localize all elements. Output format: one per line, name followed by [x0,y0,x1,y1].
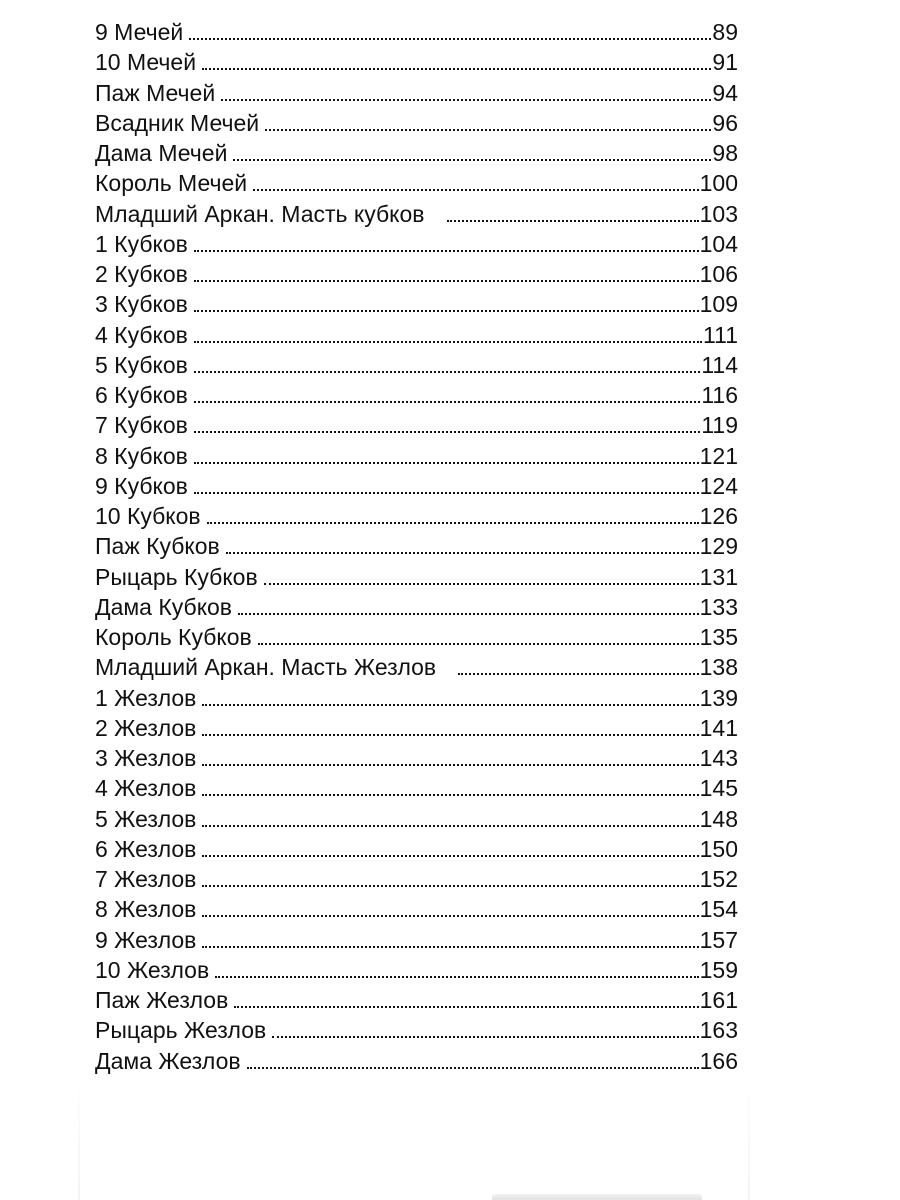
toc-entry [95,78,738,108]
toc-leader-dots [194,278,699,282]
toc-entry-title: Рыцарь Кубков [95,563,258,590]
toc-entry-page: 135 [699,624,738,650]
toc-leader-dots [258,641,699,645]
toc-entry-title: 9 Мечей [95,19,184,45]
toc-leader-dots [207,520,699,524]
toc-entry [95,17,738,47]
toc-entry [95,925,738,955]
page-edge-shadow [78,1080,80,1200]
toc-leader-dots [202,853,698,857]
toc-entry [95,410,738,440]
toc-entry-title: 1 Жезлов [95,684,197,711]
toc-leader-dots [202,792,698,796]
toc-entry [95,168,738,198]
toc-entry-title: Дама Кубков [95,593,233,620]
toc-leader-dots [233,157,711,161]
toc-leader-dots [194,490,699,494]
toc-leader-dots [264,581,699,585]
toc-entry-title: 4 Кубков [95,321,188,348]
toc-entry-page: 166 [699,1047,738,1074]
toc-entry-page: 152 [699,866,738,892]
toc-leader-dots [194,399,700,403]
toc-leader-dots [202,762,698,766]
toc-leader-dots [447,218,699,222]
toc-entry-title: 10 Жезлов [95,956,210,983]
toc-entry [95,1015,738,1045]
toc-leader-dots [202,913,698,917]
toc-leader-dots [215,974,698,978]
toc-leader-dots [202,702,698,706]
toc-leader-dots [247,1065,699,1069]
toc-entry [95,47,738,77]
toc-entry [95,289,738,319]
toc-entry-title: Рыцарь Жезлов [95,1017,267,1044]
toc-entry [95,501,738,531]
toc-entry [95,320,738,350]
toc-entry [95,441,738,471]
toc-entry-title: Дама Жезлов [95,1047,241,1074]
toc-entry-title: Король Кубков [95,624,252,650]
toc-entry [95,531,738,561]
toc-entry-title: 6 Жезлов [95,835,197,862]
toc-leader-dots [189,36,711,40]
toc-entry [95,108,738,138]
toc-entry-page: 119 [701,412,738,439]
toc-leader-dots [458,671,698,675]
toc-entry-page: 129 [699,533,738,560]
toc-entry-page: 148 [699,805,738,832]
table-of-contents [95,17,738,1076]
toc-entry-title: 2 Кубков [95,261,188,287]
toc-leader-dots [202,66,711,70]
toc-entry-page: 94 [712,79,738,106]
toc-entry-page: 121 [699,442,738,469]
page-bottom-shadow [492,1194,702,1200]
toc-entry [95,804,738,834]
toc-entry [95,713,738,743]
toc-entry-page: 89 [712,19,738,45]
toc-entry-page: 159 [699,956,738,983]
toc-entry-title: Паж Кубков [95,533,220,560]
toc-entry-page: 133 [699,593,738,620]
toc-entry-title: Дама Мечей [95,140,228,166]
toc-entry-page: 141 [699,714,738,741]
toc-entry [95,622,738,652]
toc-leader-dots [202,732,698,736]
toc-entry-page: 138 [699,654,738,681]
toc-leader-dots [253,187,698,191]
toc-entry-title: 9 Жезлов [95,926,197,953]
toc-leader-dots [194,369,700,373]
toc-entry-title: 8 Кубков [95,442,188,469]
toc-entry-page: 103 [699,200,738,227]
toc-entry-page: 104 [699,230,738,257]
toc-entry-title: 3 Кубков [95,291,188,318]
toc-entry-title: 5 Кубков [95,351,188,378]
toc-entry [95,955,738,985]
toc-entry-page: 143 [699,745,738,771]
toc-entry [95,350,738,380]
toc-entry-title: 10 Кубков [95,503,201,529]
toc-entry-page: 114 [701,351,738,378]
toc-entry [95,864,738,894]
toc-entry [95,380,738,410]
toc-leader-dots [221,97,711,101]
toc-entry-title: 5 Жезлов [95,805,197,832]
toc-entry [95,894,738,924]
toc-entry [95,743,738,773]
toc-entry-page: 96 [712,109,738,136]
toc-entry-title: 7 Кубков [95,412,188,439]
toc-section-entry [95,652,738,682]
page-edge-shadow [748,1080,750,1200]
toc-leader-dots [234,1004,698,1008]
toc-entry [95,683,738,713]
toc-entry-page: 139 [699,684,738,711]
toc-entry [95,259,738,289]
toc-entry-title: 8 Жезлов [95,896,197,923]
toc-leader-dots [194,460,699,464]
toc-entry-title: 6 Кубков [95,382,188,408]
toc-leader-dots [194,308,699,312]
toc-entry-page: 163 [699,1017,738,1044]
toc-entry-page: 157 [699,926,738,953]
toc-entry-title: 7 Жезлов [95,866,197,892]
toc-entry-page: 150 [699,835,738,862]
toc-entry-page: 100 [699,170,738,197]
toc-entry-page: 111 [703,321,738,348]
toc-entry [95,229,738,259]
toc-entry [95,592,738,622]
toc-entry-title: Паж Жезлов [95,987,229,1013]
toc-leader-dots [272,1034,698,1038]
toc-leader-dots [194,248,699,252]
toc-entry-title: 10 Мечей [95,49,197,76]
toc-entry-title: Всадник Мечей [95,109,260,136]
toc-entry-page: 116 [701,382,738,408]
toc-leader-dots [226,550,699,554]
toc-section-entry [95,199,738,229]
toc-entry-page: 154 [699,896,738,923]
toc-entry-title: Младший Аркан. Масть кубков [95,200,425,227]
toc-entry-page: 145 [699,775,738,802]
toc-entry-page: 98 [712,140,738,166]
toc-entry-page: 161 [699,987,738,1013]
toc-entry [95,834,738,864]
toc-entry-title: Король Мечей [95,170,248,197]
toc-leader-dots [238,611,699,615]
toc-entry-title: 1 Кубков [95,230,188,257]
toc-entry [95,1046,738,1076]
toc-leader-dots [202,883,698,887]
toc-entry [95,471,738,501]
toc-entry-page: 126 [699,503,738,529]
toc-entry [95,138,738,168]
toc-leader-dots [194,339,702,343]
toc-entry-title: 3 Жезлов [95,745,197,771]
toc-entry-page: 109 [699,291,738,318]
toc-leader-dots [265,127,711,131]
toc-entry-title: 4 Жезлов [95,775,197,802]
toc-entry-title: Паж Мечей [95,79,216,106]
toc-leader-dots [202,944,698,948]
toc-leader-dots [202,823,698,827]
toc-entry-page: 131 [699,563,738,590]
toc-entry [95,985,738,1015]
toc-entry-page: 106 [699,261,738,287]
toc-entry-title: 9 Кубков [95,472,188,499]
toc-entry [95,562,738,592]
toc-leader-dots [194,429,700,433]
toc-entry-page: 124 [699,472,738,499]
toc-entry-title: Младший Аркан. Масть Жезлов [95,654,437,681]
toc-entry-page: 91 [712,49,738,76]
toc-entry-title: 2 Жезлов [95,714,197,741]
toc-entry [95,773,738,803]
